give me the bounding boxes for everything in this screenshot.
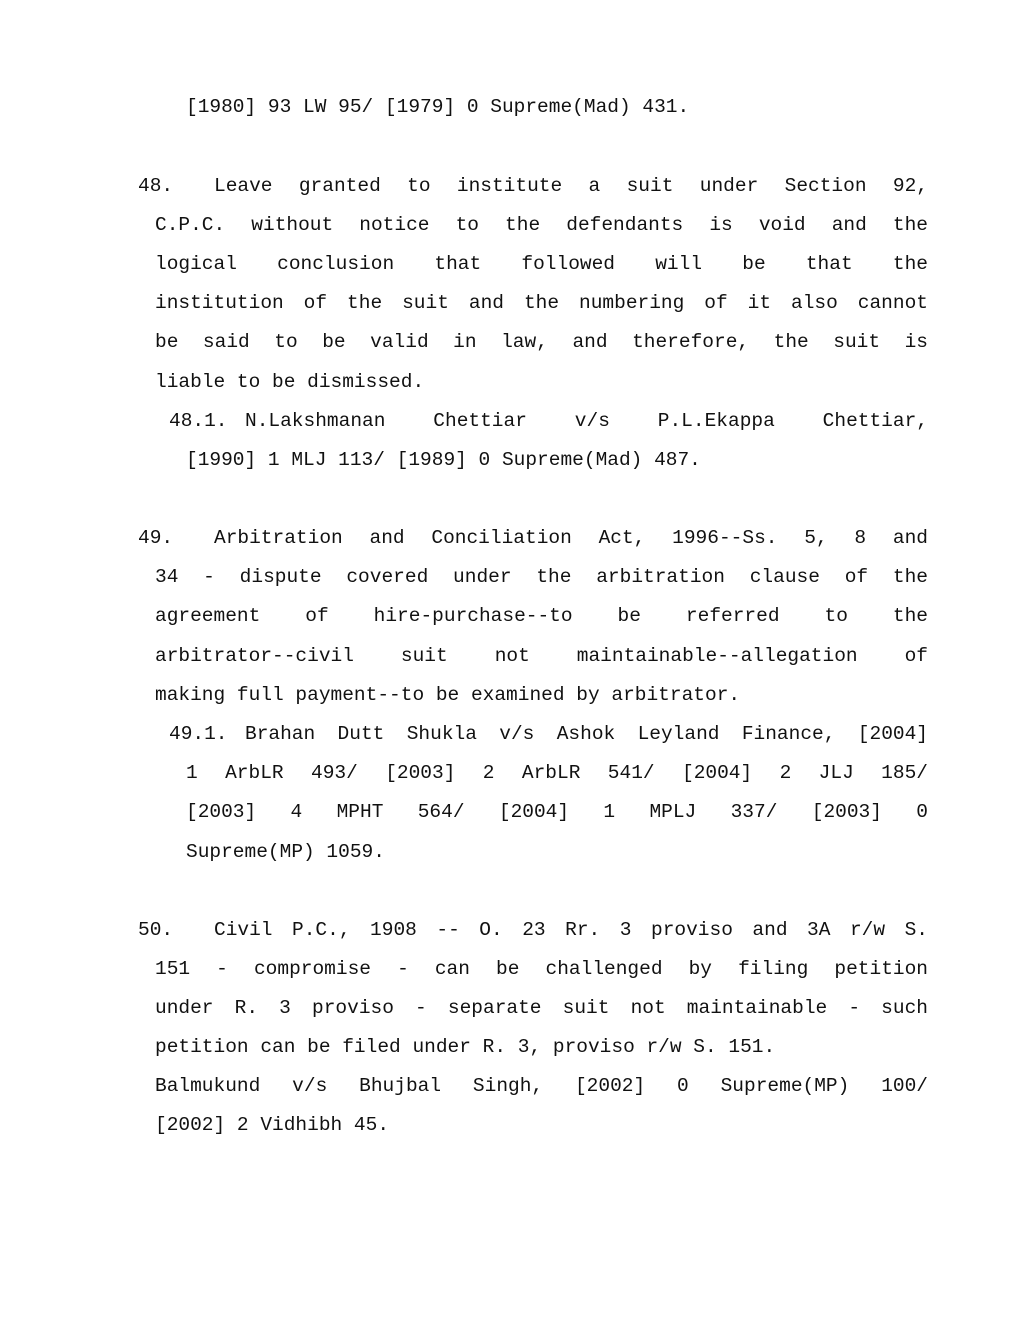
para-48-line-4: institution of the suit and the numbering of it also cannot: [155, 292, 928, 314]
citation-49-1-number: 49.1.: [169, 723, 228, 745]
citation-49-1-line-2: 1 ArbLR 493/ [2003] 2 ArbLR 541/ [2004] 2 JLJ 185/: [186, 762, 928, 784]
citation-49-1-line-3: [2003] 4 MPHT 564/ [2004] 1 MPLJ 337/ [2003] 0: [186, 801, 928, 823]
citation-49-1-line-1: Brahan Dutt Shukla v/s Ashok Leyland Finance, [2004]: [245, 723, 928, 745]
para-49-line-4: arbitrator--civil suit not maintainable--allegation of: [155, 645, 928, 667]
citation-48-1-line-1: N.Lakshmanan Chettiar v/s P.L.Ekappa Chettiar,: [245, 410, 928, 432]
para-49-line-5: making full payment--to be examined by arbitrator.: [155, 684, 741, 706]
para-50-line-2: 151 - compromise - can be challenged by filing petition: [155, 958, 928, 980]
para-50-number: 50.: [138, 919, 174, 941]
para-49-number: 49.: [138, 527, 174, 549]
para-50-line-1: Civil P.C., 1908 -- O. 23 Rr. 3 proviso and 3A r/w S.: [214, 919, 928, 941]
para-50-line-4: petition can be filed under R. 3, proviso r/w S. 151.: [155, 1036, 776, 1058]
citation-48-1-number: 48.1.: [169, 410, 228, 432]
para-48-line-6: liable to be dismissed.: [155, 371, 425, 393]
para-50-line-5: Balmukund v/s Bhujbal Singh, [2002] 0 Supreme(MP) 100/: [155, 1075, 928, 1097]
para-48-number: 48.: [138, 175, 174, 197]
para-49-line-3: agreement of hire-purchase--to be referred to the: [155, 605, 928, 627]
citation-48-1-line-2: [1990] 1 MLJ 113/ [1989] 0 Supreme(Mad) 487.: [186, 449, 701, 471]
citation-49-1-line-4: Supreme(MP) 1059.: [186, 841, 385, 863]
para-48-line-3: logical conclusion that followed will be that the: [155, 253, 928, 275]
citation-continuation: [1980] 93 LW 95/ [1979] 0 Supreme(Mad) 431.: [186, 96, 690, 118]
para-48-line-5: be said to be valid in law, and therefore, the suit is: [155, 331, 928, 353]
para-49-line-2: 34 - dispute covered under the arbitration clause of the: [155, 566, 928, 588]
para-49-line-1: Arbitration and Conciliation Act, 1996--Ss. 5, 8 and: [214, 527, 928, 549]
para-48-line-2: C.P.C. without notice to the defendants is void and the: [155, 214, 928, 236]
para-50-line-3: under R. 3 proviso - separate suit not maintainable - such: [155, 997, 928, 1019]
para-50-line-6: [2002] 2 Vidhibh 45.: [155, 1114, 390, 1136]
para-48-line-1: Leave granted to institute a suit under Section 92,: [214, 175, 928, 197]
